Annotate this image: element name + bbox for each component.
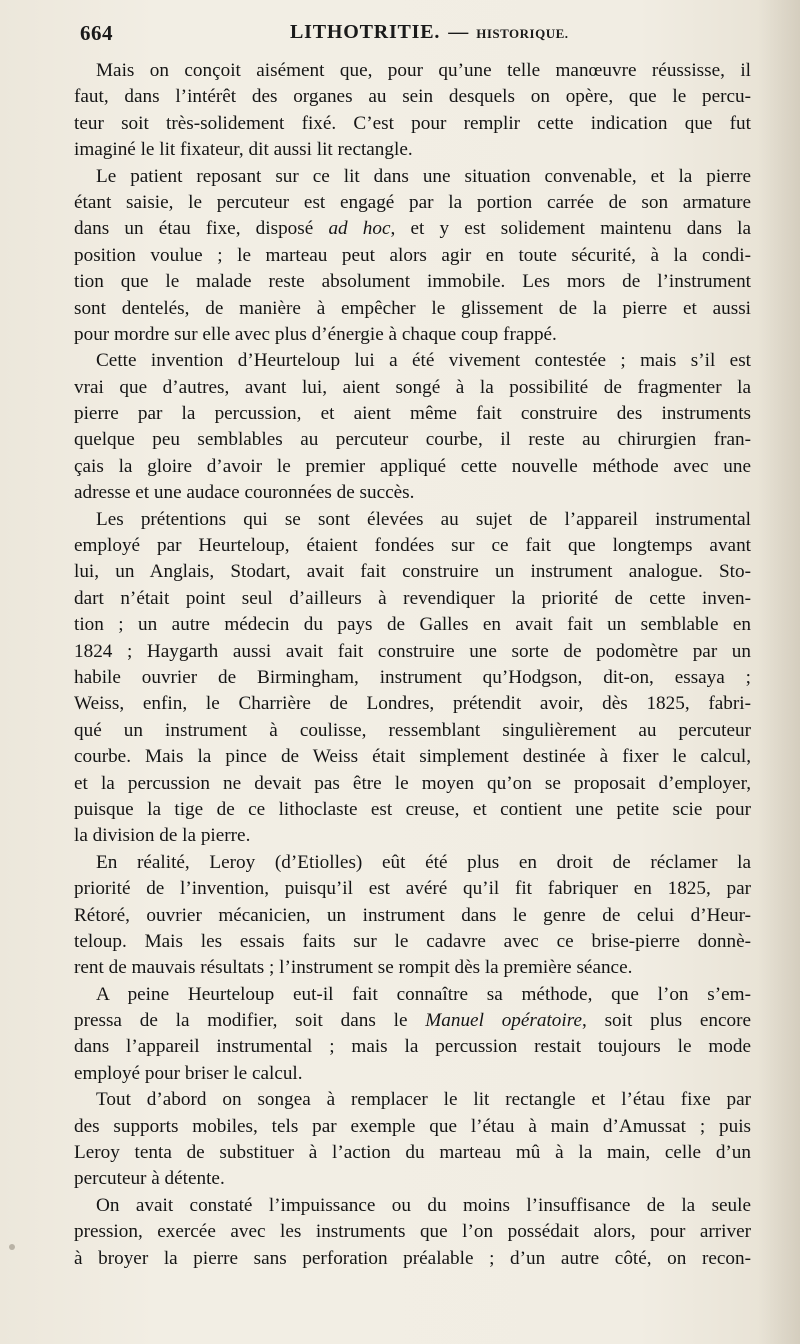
paragraph (74, 507, 751, 850)
body-text (74, 58, 751, 1272)
paragraph (74, 58, 751, 164)
section-subtitle: HISTORIQUE. (476, 26, 569, 41)
text-line: percuteur à détente. (74, 1168, 225, 1190)
text-line: habile ouvrier de Birmingham, instrument qu’Hodgson, dit-on, essaya ; (74, 666, 751, 688)
text-line: dart n’était point seul d’ailleurs à revendiquer la priorité de cette inven- (74, 587, 751, 609)
text-line: adresse et une audace couronnées de succès. (74, 482, 415, 504)
text-line: teur soit très-solidement fixé. C’est pour remplir cette indication que fut (74, 112, 751, 134)
text-line: à broyer la pierre sans perforation préalable ; d’un autre côté, on recon- (74, 1247, 751, 1269)
text-line: çais la gloire d’avoir le premier appliqué cette nouvelle méthode avec une (74, 455, 751, 477)
text-line: 1824 ; Haygarth aussi avait fait construire une sorte de podomètre par un (74, 640, 751, 662)
text-line: tion ; un autre médecin du pays de Galles en avait fait un semblable en (74, 614, 751, 636)
text-line: quelque peu semblables au percuteur courbe, il reste au chirurgien fran- (74, 429, 751, 451)
text-line: pressa de la modifier, soit dans le Manuel opératoire, soit plus encore (74, 1010, 752, 1032)
text-line: tion que le malade reste absolument immobile. Les mors de l’instrument (74, 271, 751, 293)
text-line: priorité de l’invention, puisqu’il est avéré qu’il fit fabriquer en 1825, par (74, 878, 751, 900)
paragraph (74, 1087, 751, 1193)
text-line: A peine Heurteloup eut-il fait connaître sa méthode, que l’on s’em- (96, 983, 751, 1005)
text-line: vrai que d’autres, avant lui, aient songé à la possibilité de fragmenter la (74, 376, 751, 398)
page-edge-shadow (758, 0, 800, 1344)
text-line: Leroy tenta de substituer à l’action du marteau mû à la main, celle d’un (74, 1142, 751, 1164)
text-line: pour mordre sur elle avec plus d’énergie à chaque coup frappé. (74, 323, 557, 345)
title-dash: — (448, 21, 469, 43)
text-line: sont dentelés, de manière à empêcher le glissement de la pierre et aussi (74, 297, 751, 319)
text-line: la division de la pierre. (74, 825, 251, 847)
paragraph (74, 348, 751, 506)
text-line: Tout d’abord on songea à remplacer le lit rectangle et l’étau fixe par (96, 1089, 751, 1111)
text-line: qué un instrument à coulisse, ressemblant singulièrement au percuteur (74, 719, 751, 741)
text-line: pierre par la percussion, et aient même fait construire des instruments (74, 403, 751, 425)
text-line: et la percussion ne devait pas être le moyen qu’on se proposait d’employer, (74, 772, 751, 794)
text-line: En réalité, Leroy (d’Etiolles) eût été plus en droit de réclamer la (96, 851, 751, 873)
chapter-title: LITHOTRITIE. (290, 21, 441, 43)
italic-phrase: ad hoc (328, 218, 391, 240)
paragraph (74, 164, 751, 349)
paragraph (74, 982, 751, 1088)
page-mark (9, 1244, 15, 1250)
paragraph (74, 850, 751, 982)
text-line: employé pour briser le calcul. (74, 1062, 303, 1084)
text-line: dans un étau fixe, disposé ad hoc, et y est solidement maintenu dans la (74, 218, 751, 240)
text-line: des supports mobiles, tels par exemple que l’étau à main d’Amussat ; puis (74, 1115, 751, 1137)
text-line: courbe. Mais la pince de Weiss était simplement destinée à fixer le calcul, (74, 746, 751, 768)
text-line: teloup. Mais les essais faits sur le cadavre avec ce brise-pierre donnè- (74, 930, 751, 952)
text-line: pression, exercée avec les instruments que l’on possédait alors, pour arriver (74, 1221, 751, 1243)
text-line: rent de mauvais résultats ; l’instrument se rompit dès la première séance. (74, 957, 633, 979)
text-line: Les prétentions qui se sont élevées au sujet de l’appareil instrumental (96, 508, 751, 530)
text-line: Weiss, enfin, le Charrière de Londres, prétendit avoir, dès 1825, fabri- (74, 693, 751, 715)
text-line: imaginé le lit fixateur, dit aussi lit rectangle. (74, 139, 413, 161)
text-line: employé par Heurteloup, étaient fondées sur ce fait que longtemps avant (74, 535, 751, 557)
running-header (78, 16, 758, 52)
text-line: puisque la tige de ce lithoclaste est creuse, et contient une petite scie pour (74, 798, 751, 820)
text-line: étant saisie, le percuteur est engagé par la portion carrée de son armature (74, 191, 751, 213)
text-line: position voulue ; le marteau peut alors agir en toute sécurité, à la condi- (74, 244, 751, 266)
italic-phrase: Manuel opératoire (425, 1010, 582, 1032)
text-line: Mais on conçoit aisément que, pour qu’une telle manœuvre réussisse, il (96, 60, 751, 81)
text-line: Le patient reposant sur ce lit dans une situation convenable, et la pierre (96, 165, 751, 187)
text-line: dans l’appareil instrumental ; mais la percussion restait toujours le mode (74, 1036, 751, 1058)
text-line: faut, dans l’intérêt des organes au sein desquels on opère, que le percu- (74, 86, 751, 108)
running-title (290, 21, 569, 44)
text-line: lui, un Anglais, Stodart, avait fait construire un instrument analogue. Sto- (74, 561, 751, 583)
text-line: On avait constaté l’impuissance ou du moins l’insuffisance de la seule (96, 1194, 751, 1216)
text-line: Cette invention d’Heurteloup lui a été vivement contestée ; mais s’il est (96, 350, 751, 372)
text-line: Rétoré, ouvrier mécanicien, un instrument dans le genre de celui d’Heur- (74, 904, 751, 926)
page-number: 664 (80, 21, 113, 45)
paragraph (74, 1193, 751, 1272)
